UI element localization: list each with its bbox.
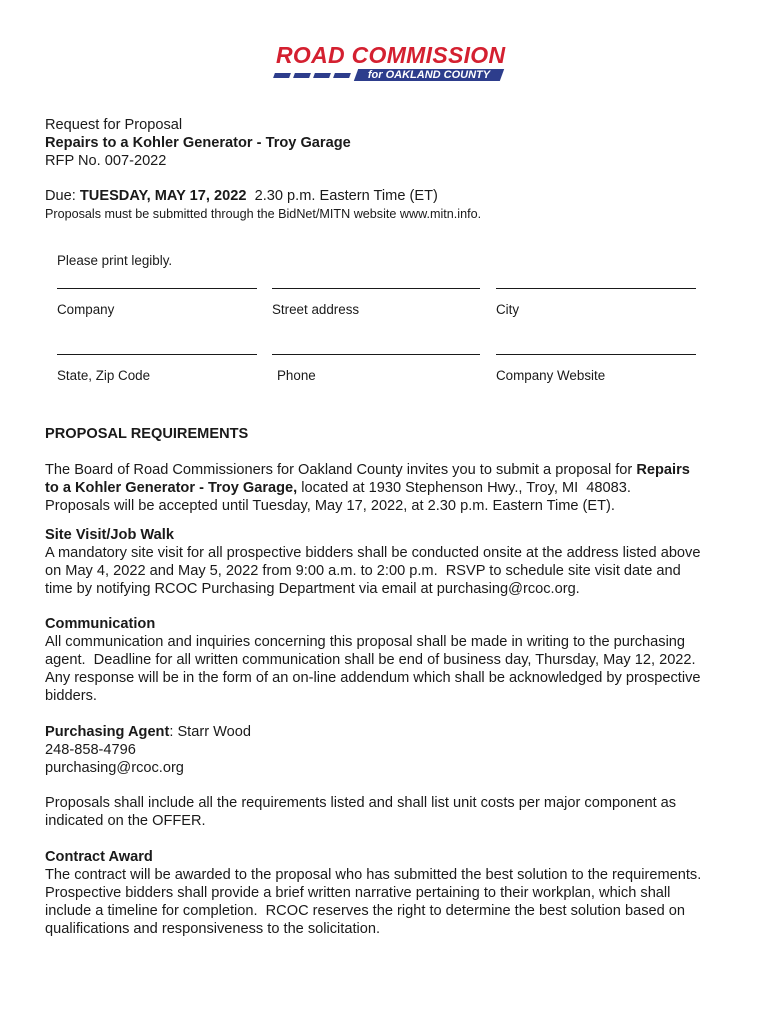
due-date: TUESDAY, MAY 17, 2022 xyxy=(79,188,247,204)
due-prefix: Due: xyxy=(45,188,80,204)
agent-name: : Starr Wood xyxy=(169,724,251,740)
logo-title: ROAD COMMISSION xyxy=(276,42,506,68)
site-visit-line: A mandatory site visit for all prospective bidders shall be conducted onsite at the address listed above xyxy=(45,545,701,561)
site-visit-heading: Site Visit/Job Walk xyxy=(45,527,174,543)
communication-heading: Communication xyxy=(45,616,156,632)
city-field[interactable] xyxy=(496,287,696,289)
communication-line: All communication and inquiries concerning this proposal shall be made in writing to the purchasing xyxy=(45,634,686,650)
city-label: City xyxy=(496,302,520,317)
intro-project-name-cont: to a Kohler Generator - Troy Garage, xyxy=(45,480,298,496)
intro-text: The Board of Road Commissioners for Oakland County invites you to submit a proposal for xyxy=(45,462,637,478)
phone-label: Phone xyxy=(277,368,316,383)
company-label: Company xyxy=(57,302,115,317)
requirements-heading: PROPOSAL REQUIREMENTS xyxy=(45,426,249,442)
contract-award-line: qualifications and responsiveness to the solicitation. xyxy=(45,921,381,937)
submission-note: Proposals must be submitted through the BidNet/MITN website www.mitn.info. xyxy=(45,207,482,221)
state-zip-label: State, Zip Code xyxy=(57,368,151,383)
company-website-label: Company Website xyxy=(496,368,606,383)
agent-email: purchasing@rcoc.org xyxy=(45,760,184,776)
rfp-number: RFP No. 007-2022 xyxy=(45,153,167,169)
street-address-field[interactable] xyxy=(272,287,480,289)
due-time: 2.30 p.m. Eastern Time (ET) xyxy=(246,188,438,204)
communication-line: Any response will be in the form of an on-line addendum which shall be acknowledged by prospective xyxy=(45,670,701,686)
intro-location: located at 1930 Stephenson Hwy., Troy, MI 48083. xyxy=(297,480,631,496)
communication-line: agent. Deadline for all written communication shall be end of business day, Thursday, May 12, 2022. xyxy=(45,652,696,668)
contract-award-line: include a timeline for completion. RCOC reserves the right to determine the best solution based on xyxy=(45,903,686,919)
site-visit-line: on May 4, 2022 and May 5, 2022 from 9:00 a.m. to 2:00 p.m. RSVP to schedule site visit date and xyxy=(45,563,681,579)
doc-type: Request for Proposal xyxy=(45,117,183,133)
offer-line: indicated on the OFFER. xyxy=(45,813,206,829)
company-website-field[interactable] xyxy=(496,353,696,355)
doc-title: Repairs to a Kohler Generator - Troy Garage xyxy=(45,135,351,151)
intro-line-3: Proposals will be accepted until Tuesday, May 17, 2022, at 2.30 p.m. Eastern Time (ET). xyxy=(45,498,615,514)
state-zip-field[interactable] xyxy=(57,353,257,355)
contract-award-line: Prospective bidders shall provide a brief written narrative pertaining to their workplan, which shall xyxy=(45,885,671,901)
logo-dash xyxy=(273,73,291,78)
intro-project-name: Repairs xyxy=(636,462,690,478)
due-line xyxy=(45,187,438,205)
logo-dash xyxy=(333,73,351,78)
logo-dash xyxy=(293,73,311,78)
purchasing-agent-line xyxy=(45,723,251,741)
offer-line: Proposals shall include all the requirements listed and shall list unit costs per major component as xyxy=(45,795,677,811)
agent-phone: 248-858-4796 xyxy=(45,742,136,758)
site-visit-line: time by notifying RCOC Purchasing Department via email at purchasing@rcoc.org. xyxy=(45,581,580,597)
intro-line-1 xyxy=(45,461,690,479)
agent-label: Purchasing Agent xyxy=(45,724,170,740)
print-instruction: Please print legibly. xyxy=(57,253,173,268)
contract-award-line: The contract will be awarded to the proposal who has submitted the best solution to the requirements. xyxy=(45,867,702,883)
logo-subtitle-band xyxy=(354,69,504,81)
intro-line-2 xyxy=(45,479,631,497)
company-field[interactable] xyxy=(57,287,257,289)
phone-field[interactable] xyxy=(272,353,480,355)
logo-subtitle: for OAKLAND COUNTY xyxy=(367,69,491,81)
rcoc-logo xyxy=(264,42,510,82)
logo-stripe xyxy=(268,69,504,81)
logo-dash xyxy=(313,73,331,78)
street-address-label: Street address xyxy=(272,302,360,317)
communication-line: bidders. xyxy=(45,688,97,704)
contract-award-heading: Contract Award xyxy=(45,849,153,865)
